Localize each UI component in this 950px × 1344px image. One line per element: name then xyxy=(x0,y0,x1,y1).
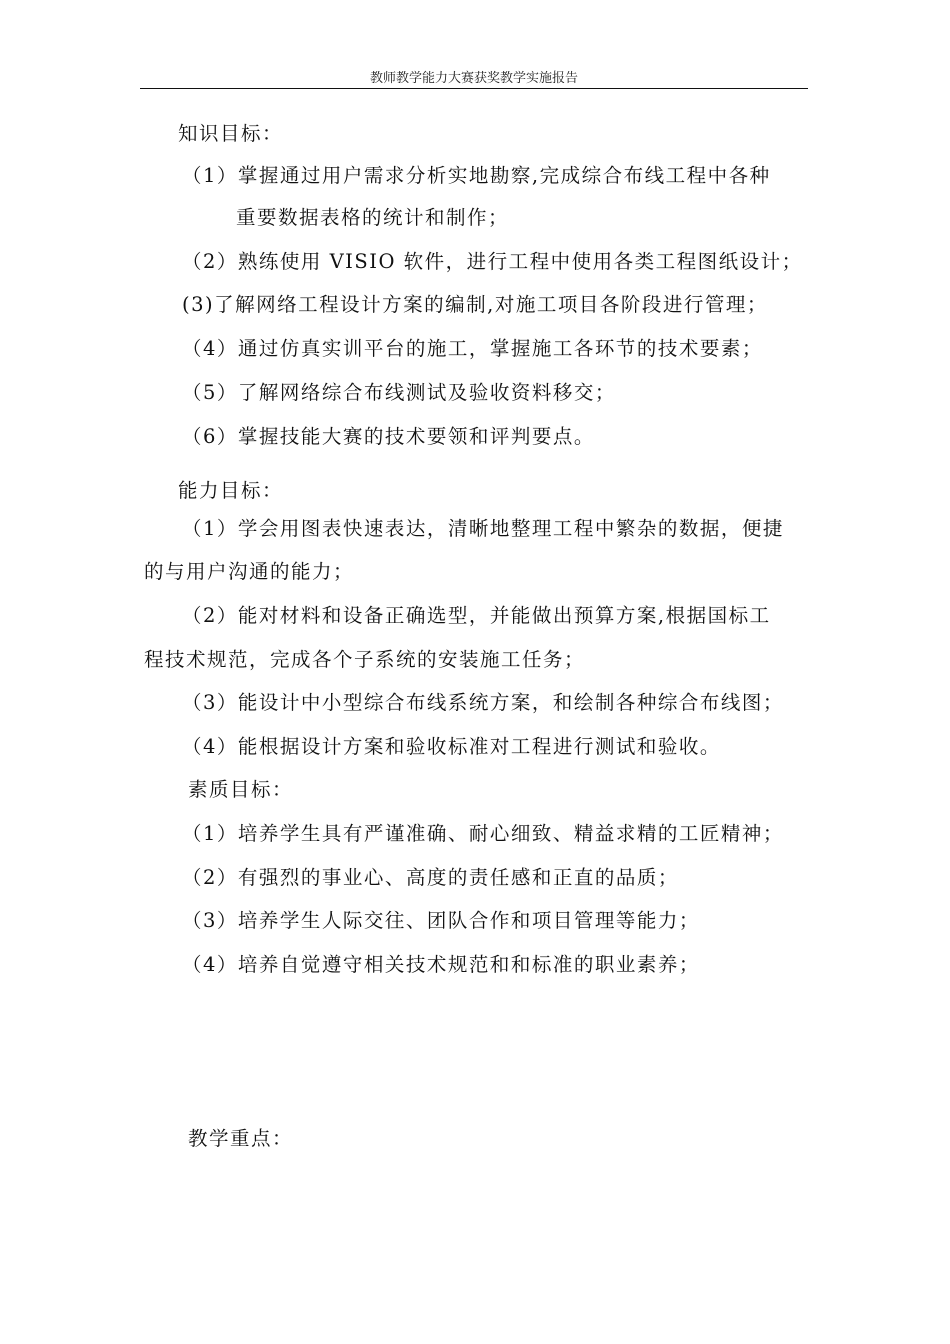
quality-item-1: （1）培养学生具有严谨准确、耐心细致、精益求精的工匠精神； xyxy=(182,822,784,845)
ability-item-3: （3）能设计中小型综合布线系统方案，和绘制各种综合布线图； xyxy=(182,691,784,714)
knowledge-title: 知识目标： xyxy=(178,122,284,145)
knowledge-item-1-cont: 重要数据表格的统计和制作； xyxy=(236,206,510,229)
quality-item-2: （2）有强烈的事业心、高度的责任感和正直的品质； xyxy=(182,866,679,889)
quality-item-3: （3）培养学生人际交往、团队合作和项目管理等能力； xyxy=(182,909,700,932)
ability-item-2: （2）能对材料和设备正确选型，并能做出预算方案,根据国标工 xyxy=(182,604,771,627)
knowledge-item-4: （4）通过仿真实训平台的施工，掌握施工各环节的技术要素； xyxy=(182,337,763,360)
knowledge-item-1: （1）掌握通过用户需求分析实地勘察,完成综合布线工程中各种 xyxy=(182,164,771,187)
ability-title: 能力目标： xyxy=(178,479,284,502)
page-header: 教师教学能力大赛获奖教学实施报告 xyxy=(369,71,578,86)
knowledge-item-2: （2）熟练使用 VISIO 软件，进行工程中使用各类工程图纸设计； xyxy=(182,250,803,273)
quality-item-4: （4）培养自觉遵守相关技术规范和和标准的职业素养； xyxy=(182,953,700,976)
quality-title: 素质目标： xyxy=(188,778,294,801)
ability-item-1-cont: 的与用户沟通的能力； xyxy=(144,560,355,583)
knowledge-item-3: (3)了解网络工程设计方案的编制,对施工项目各阶段进行管理； xyxy=(182,293,768,316)
header-rule xyxy=(140,88,808,89)
knowledge-item-5: （5）了解网络综合布线测试及验收资料移交； xyxy=(182,381,616,404)
knowledge-item-6: （6）掌握技能大赛的技术要领和评判要点。 xyxy=(182,425,595,448)
key-points-title: 教学重点： xyxy=(188,1127,294,1150)
ability-item-1: （1）学会用图表快速表达，清晰地整理工程中繁杂的数据，便捷 xyxy=(182,517,784,540)
ability-item-2-cont: 程技术规范，完成各个子系统的安装施工任务； xyxy=(144,648,586,671)
ability-item-4: （4）能根据设计方案和验收标准对工程进行测试和验收。 xyxy=(182,735,721,758)
